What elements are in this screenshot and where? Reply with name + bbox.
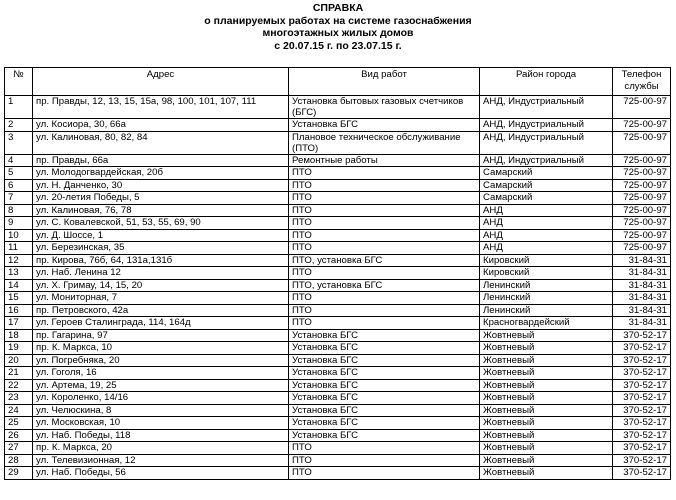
cell-phone: 370-52-17: [613, 367, 671, 380]
cell-address: ул. Д. Шоссе, 1: [33, 229, 289, 242]
cell-num: 29: [5, 467, 33, 480]
cell-district: Жовтневый: [480, 367, 613, 380]
document-header: [0, 2, 676, 52]
cell-phone: 370-52-17: [613, 392, 671, 405]
cell-district: Жовтневый: [480, 442, 613, 455]
cell-work: Установка БГС: [289, 379, 480, 392]
cell-work: Установка БГС: [289, 354, 480, 367]
column-header-phone: Телефон службы: [613, 68, 671, 96]
cell-address: ул. Косиора, 30, 66а: [33, 119, 289, 132]
cell-num: 14: [5, 279, 33, 292]
cell-phone: 31-84-31: [613, 317, 671, 330]
cell-num: 4: [5, 154, 33, 167]
subtitle-line-2: многоэтажных жилых домов: [262, 27, 414, 39]
table-row: [5, 254, 671, 267]
cell-work: Установка БГС: [289, 417, 480, 430]
column-header-address: Адрес: [33, 68, 289, 96]
cell-address: ул. С. Ковалевской, 51, 53, 55, 69, 90: [33, 217, 289, 230]
cell-address: пр. К. Маркса, 20: [33, 442, 289, 455]
cell-district: Жовтневый: [480, 467, 613, 480]
table-row: [5, 242, 671, 255]
cell-address: ул. Наб. Победы, 56: [33, 467, 289, 480]
cell-num: 3: [5, 131, 33, 154]
table-row: [5, 292, 671, 305]
cell-phone: 725-00-97: [613, 229, 671, 242]
cell-work: ПТО: [289, 442, 480, 455]
column-header-work: Вид работ: [289, 68, 480, 96]
cell-phone: 370-52-17: [613, 379, 671, 392]
cell-num: 9: [5, 217, 33, 230]
cell-num: 23: [5, 392, 33, 405]
table-row: [5, 342, 671, 355]
cell-num: 27: [5, 442, 33, 455]
cell-phone: 725-00-97: [613, 131, 671, 154]
cell-address: ул. Калиновая, 76, 78: [33, 204, 289, 217]
cell-num: 2: [5, 119, 33, 132]
cell-phone: 370-52-17: [613, 329, 671, 342]
cell-phone: 725-00-97: [613, 179, 671, 192]
cell-address: ул. Телевизионная, 12: [33, 454, 289, 467]
cell-work: ПТО: [289, 242, 480, 255]
cell-num: 20: [5, 354, 33, 367]
cell-work: ПТО, установка БГС: [289, 254, 480, 267]
table-row: [5, 96, 671, 119]
table-header-row: [5, 68, 671, 96]
cell-work: Установка БГС: [289, 404, 480, 417]
cell-work: ПТО: [289, 454, 480, 467]
cell-work: ПТО: [289, 204, 480, 217]
cell-address: пр. Петровского, 42а: [33, 304, 289, 317]
cell-district: Жовтневый: [480, 354, 613, 367]
cell-phone: 725-00-97: [613, 167, 671, 180]
cell-work: Установка БГС: [289, 429, 480, 442]
table-row: [5, 467, 671, 480]
cell-district: Жовтневый: [480, 429, 613, 442]
cell-address: ул. Артема, 19, 25: [33, 379, 289, 392]
cell-phone: 370-52-17: [613, 417, 671, 430]
table-row: [5, 217, 671, 230]
cell-district: АНД, Индустриальный: [480, 154, 613, 167]
column-header-num: №: [5, 68, 33, 96]
cell-work: Плановое техническое обслуживание (ПТО): [289, 131, 480, 154]
cell-phone: 370-52-17: [613, 467, 671, 480]
cell-district: Жовтневый: [480, 379, 613, 392]
cell-district: АНД, Индустриальный: [480, 119, 613, 132]
cell-work: Установка БГС: [289, 392, 480, 405]
cell-phone: 725-00-97: [613, 96, 671, 119]
cell-district: АНД: [480, 204, 613, 217]
cell-address: пр. Правды, 12, 13, 15, 15а, 98, 100, 101, 107, 111: [33, 96, 289, 119]
cell-num: 1: [5, 96, 33, 119]
cell-address: пр. Кирова, 76б, 64, 131а,131б: [33, 254, 289, 267]
cell-num: 24: [5, 404, 33, 417]
cell-address: ул. 20-летия Победы, 5: [33, 192, 289, 205]
cell-work: ПТО: [289, 304, 480, 317]
cell-address: ул. Калиновая, 80, 82, 84: [33, 131, 289, 154]
cell-district: АНД: [480, 229, 613, 242]
cell-num: 25: [5, 417, 33, 430]
table-row: [5, 367, 671, 380]
cell-phone: 370-52-17: [613, 429, 671, 442]
cell-district: Жовтневый: [480, 404, 613, 417]
table-row: [5, 279, 671, 292]
cell-work: ПТО: [289, 217, 480, 230]
cell-work: ПТО, установка БГС: [289, 279, 480, 292]
works-table: [4, 67, 671, 480]
cell-work: Установка БГС: [289, 329, 480, 342]
cell-phone: 725-00-97: [613, 217, 671, 230]
cell-phone: 725-00-97: [613, 154, 671, 167]
cell-district: АНД, Индустриальный: [480, 131, 613, 154]
cell-address: пр. Правды, 66а: [33, 154, 289, 167]
cell-work: Ремонтные работы: [289, 154, 480, 167]
cell-num: 21: [5, 367, 33, 380]
cell-num: 7: [5, 192, 33, 205]
table-row: [5, 154, 671, 167]
cell-phone: 370-52-17: [613, 442, 671, 455]
cell-district: Жовтневый: [480, 392, 613, 405]
cell-address: пр. Гагарина, 97: [33, 329, 289, 342]
table-row: [5, 119, 671, 132]
cell-district: Кировский: [480, 254, 613, 267]
table-row: [5, 317, 671, 330]
cell-num: 18: [5, 329, 33, 342]
cell-phone: 31-84-31: [613, 254, 671, 267]
cell-work: Установка бытовых газовых счетчиков (БГС): [289, 96, 480, 119]
cell-num: 12: [5, 254, 33, 267]
cell-district: Красногвардейский: [480, 317, 613, 330]
cell-work: Установка БГС: [289, 342, 480, 355]
table-row: [5, 179, 671, 192]
table-row: [5, 329, 671, 342]
cell-work: ПТО: [289, 167, 480, 180]
cell-district: Жовтневый: [480, 342, 613, 355]
cell-address: ул. Молодогвардейская, 20б: [33, 167, 289, 180]
cell-work: ПТО: [289, 179, 480, 192]
cell-district: Кировский: [480, 267, 613, 280]
cell-address: ул. Челюскина, 8: [33, 404, 289, 417]
cell-num: 26: [5, 429, 33, 442]
table-row: [5, 267, 671, 280]
cell-num: 11: [5, 242, 33, 255]
cell-phone: 31-84-31: [613, 267, 671, 280]
table-row: [5, 204, 671, 217]
cell-address: ул. Наб. Победы, 118: [33, 429, 289, 442]
cell-num: 8: [5, 204, 33, 217]
cell-num: 17: [5, 317, 33, 330]
cell-work: ПТО: [289, 317, 480, 330]
table-row: [5, 454, 671, 467]
cell-address: ул. Гоголя, 16: [33, 367, 289, 380]
cell-num: 22: [5, 379, 33, 392]
cell-district: АНД, Индустриальный: [480, 96, 613, 119]
cell-address: ул. Героев Сталинграда, 114, 164д: [33, 317, 289, 330]
cell-district: Жовтневый: [480, 417, 613, 430]
cell-phone: 725-00-97: [613, 119, 671, 132]
cell-phone: 31-84-31: [613, 304, 671, 317]
cell-district: АНД: [480, 242, 613, 255]
cell-district: Самарский: [480, 167, 613, 180]
cell-work: Установка БГС: [289, 119, 480, 132]
cell-district: Ленинский: [480, 292, 613, 305]
table-row: [5, 429, 671, 442]
subtitle-line-1: о планируемых работах на системе газоснабжения: [204, 14, 472, 27]
cell-district: Ленинский: [480, 304, 613, 317]
table-row: [5, 379, 671, 392]
cell-num: 10: [5, 229, 33, 242]
cell-work: ПТО: [289, 467, 480, 480]
cell-address: ул. Н. Данченко, 30: [33, 179, 289, 192]
cell-phone: 370-52-17: [613, 454, 671, 467]
cell-address: ул. Московская, 10: [33, 417, 289, 430]
cell-num: 13: [5, 267, 33, 280]
cell-district: АНД: [480, 217, 613, 230]
cell-address: ул. Березинская, 35: [33, 242, 289, 255]
cell-phone: 725-00-97: [613, 242, 671, 255]
cell-address: ул. Наб. Ленина 12: [33, 267, 289, 280]
cell-phone: 725-00-97: [613, 204, 671, 217]
cell-district: Жовтневый: [480, 329, 613, 342]
cell-address: пр. К. Маркса, 10: [33, 342, 289, 355]
cell-num: 16: [5, 304, 33, 317]
cell-phone: 370-52-17: [613, 404, 671, 417]
table-row: [5, 442, 671, 455]
table-row: [5, 131, 671, 154]
cell-work: ПТО: [289, 292, 480, 305]
table-row: [5, 392, 671, 405]
cell-address: ул. Погребняка, 20: [33, 354, 289, 367]
cell-phone: 370-52-17: [613, 342, 671, 355]
cell-work: ПТО: [289, 192, 480, 205]
cell-address: ул. Х. Гримау, 14, 15, 20: [33, 279, 289, 292]
table-row: [5, 404, 671, 417]
cell-district: Самарский: [480, 192, 613, 205]
cell-num: 15: [5, 292, 33, 305]
cell-num: 6: [5, 179, 33, 192]
cell-work: ПТО: [289, 229, 480, 242]
cell-district: Жовтневый: [480, 454, 613, 467]
table-row: [5, 192, 671, 205]
cell-phone: 31-84-31: [613, 279, 671, 292]
cell-phone: 370-52-17: [613, 354, 671, 367]
column-header-district: Район города: [480, 68, 613, 96]
table-body: [5, 96, 671, 480]
cell-num: 5: [5, 167, 33, 180]
table-row: [5, 304, 671, 317]
cell-district: Ленинский: [480, 279, 613, 292]
table-row: [5, 229, 671, 242]
table-row: [5, 167, 671, 180]
document-title: СПРАВКА: [312, 2, 364, 14]
cell-district: Самарский: [480, 179, 613, 192]
cell-address: ул. Мониторная, 7: [33, 292, 289, 305]
cell-address: ул. Короленко, 14/16: [33, 392, 289, 405]
cell-phone: 725-00-97: [613, 192, 671, 205]
cell-num: 19: [5, 342, 33, 355]
date-range: с 20.07.15 г. по 23.07.15 г.: [274, 39, 402, 52]
cell-phone: 31-84-31: [613, 292, 671, 305]
table-row: [5, 354, 671, 367]
table-row: [5, 417, 671, 430]
cell-work: Установка БГС: [289, 367, 480, 380]
cell-work: ПТО: [289, 267, 480, 280]
cell-num: 28: [5, 454, 33, 467]
